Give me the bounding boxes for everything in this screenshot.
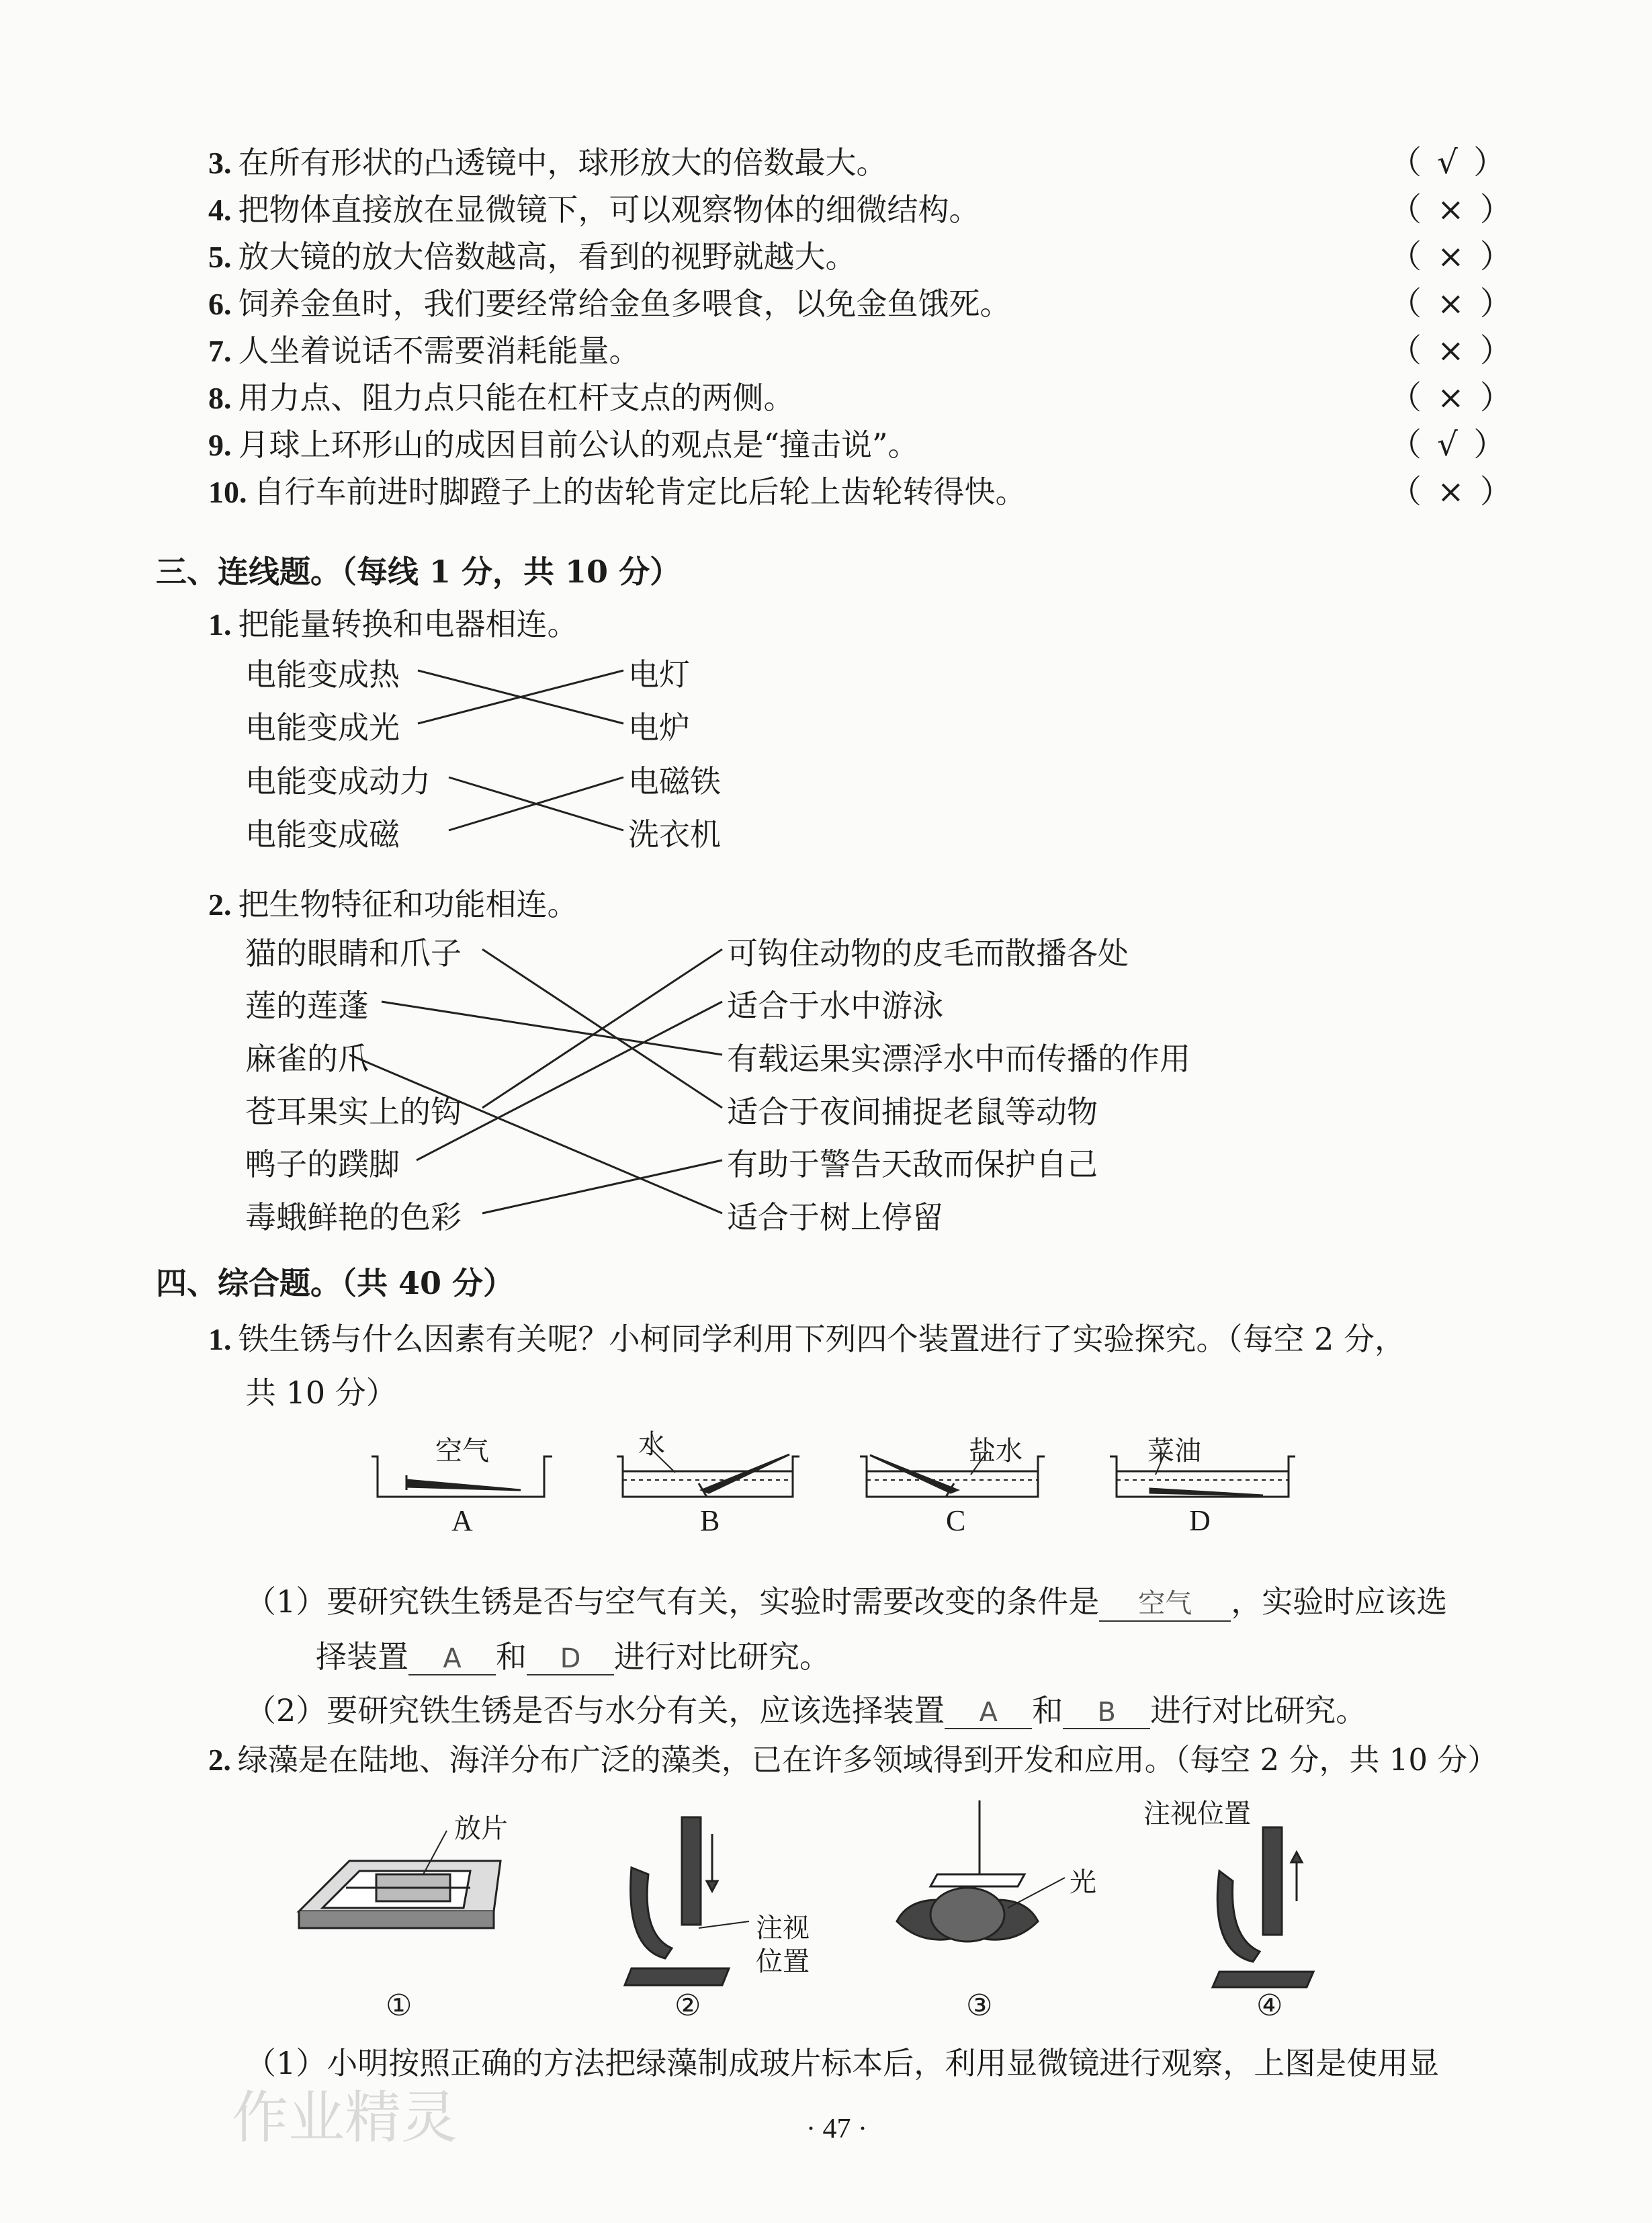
match-left-item: 电能变成磁 <box>245 816 400 853</box>
page-number: · 47 · <box>806 2113 867 2144</box>
match-line <box>417 1002 722 1160</box>
slide-illustration <box>299 1831 501 1928</box>
question-title: 2. 绿藻是在陆地、海洋分布广泛的藻类，已在许多领域得到开发和应用。（每空 2 分，共 10 分） <box>208 1742 1498 1778</box>
tf-item: 9. 月球上环形山的成因目前公认的观点是“撞击说”。 <box>208 427 919 463</box>
container-c <box>860 1451 1045 1497</box>
match-right-item: 电炉 <box>628 709 690 746</box>
tf-answer: （ × ） <box>1389 473 1515 511</box>
match-left-item: 麻雀的爪 <box>245 1041 369 1077</box>
tf-item: 4. 把物体直接放在显微镜下，可以观察物体的细微结构。 <box>208 191 980 228</box>
fig-label-c: C <box>946 1504 966 1537</box>
tf-answer: （ × ） <box>1389 238 1515 275</box>
match-right-item: 适合于水中游泳 <box>727 988 943 1024</box>
question-title: 2. 把生物特征和功能相连。 <box>208 886 578 922</box>
tf-answer: （ × ） <box>1389 191 1515 228</box>
fig-text-weizhi: 位置 <box>756 1946 810 1977</box>
fig-text-fangpian: 放片 <box>454 1813 508 1844</box>
tf-item: 10. 自行车前进时脚蹬子上的齿轮肯定比后轮上齿轮转得快。 <box>208 474 1027 510</box>
tf-answer: （ × ） <box>1389 332 1515 369</box>
tf-item: 5. 放大镜的放大倍数越高，看到的视野就越大。 <box>208 238 857 275</box>
question-title: 1. 把能量转换和电器相连。 <box>208 606 578 642</box>
match-line <box>349 1055 722 1213</box>
match-left-item: 苍耳果实上的钩 <box>245 1094 462 1130</box>
fig-label-b: B <box>700 1504 720 1537</box>
match-left-item: 莲的莲蓬 <box>245 988 369 1024</box>
match-left-item: 毒蛾鲜艳的色彩 <box>245 1199 462 1235</box>
fig-text-water: 水 <box>638 1429 665 1460</box>
match-left-item: 猫的眼睛和爪子 <box>245 935 462 971</box>
tf-item: 3. 在所有形状的凸透镜中，球形放大的倍数最大。 <box>208 144 887 181</box>
tf-answer: （ × ） <box>1389 379 1515 417</box>
match-left-item: 鸭子的蹼脚 <box>245 1146 400 1182</box>
container-a <box>372 1456 552 1497</box>
answer-blank: 空气 <box>1099 1582 1231 1622</box>
section-3-title: 三、连线题。（每线 1 分，共 10 分） <box>156 554 681 590</box>
match-line <box>482 1160 722 1213</box>
answer-blank: A <box>408 1643 496 1675</box>
match-right-item: 电磁铁 <box>628 763 721 799</box>
match-right-item: 有载运果实漂浮水中而传播的作用 <box>727 1041 1190 1077</box>
match-right-item: 适合于树上停留 <box>727 1199 943 1235</box>
fig-text-air: 空气 <box>435 1436 489 1467</box>
tf-answer: （ √ ） <box>1389 144 1509 181</box>
microscope-3 <box>897 1800 1065 1942</box>
match-left-item: 电能变成热 <box>245 656 400 693</box>
sub-question-1: （1）小明按照正确的方法把绿藻制成玻片标本后，利用显微镜进行观察，上图是使用显 <box>245 2045 1440 2081</box>
fig-label-1: ① <box>386 1989 412 2022</box>
question-title-cont: 共 10 分） <box>245 1375 397 1411</box>
fig-label-a: A <box>451 1504 473 1537</box>
fig-text-saltwater: 盐水 <box>969 1436 1023 1467</box>
fig-label-3: ③ <box>966 1989 993 2022</box>
fig-text-oil: 菜油 <box>1147 1436 1201 1467</box>
fig-label-2: ② <box>675 1989 701 2022</box>
match-left-item: 电能变成动力 <box>245 763 431 799</box>
match-right-item: 洗衣机 <box>628 816 721 853</box>
container-b <box>617 1443 799 1497</box>
fig-label-4: ④ <box>1256 1989 1283 2022</box>
answer-blank: D <box>527 1643 614 1675</box>
fig-text-guang: 光 <box>1070 1867 1096 1898</box>
match-right-item: 可钩住动物的皮毛而散播各处 <box>727 935 1129 971</box>
match-left-item: 电能变成光 <box>245 709 400 746</box>
tf-item: 6. 饲养金鱼时，我们要经常给金鱼多喂食，以免金鱼饿死。 <box>208 286 1011 322</box>
microscope-4 <box>1213 1827 1313 1987</box>
question-title: 1. 铁生锈与什么因素有关呢？小柯同学利用下列四个装置进行了实验探究。（每空 2 分， <box>208 1321 1406 1357</box>
tf-item: 8. 用力点、阻力点只能在杠杆支点的两侧。 <box>208 380 795 416</box>
section-4-title: 四、综合题。（共 40 分） <box>156 1265 515 1301</box>
answer-blank: A <box>945 1697 1032 1729</box>
match-right-item: 适合于夜间捕捉老鼠等动物 <box>727 1094 1098 1130</box>
tf-answer: （ × ） <box>1389 285 1515 322</box>
sub-question-1: （1）要研究铁生锈是否与空气有关，实验时需要改变的条件是 空气 ，实验时应该选 <box>245 1577 1447 1622</box>
watermark-logo: 作业精灵 <box>232 2085 458 2150</box>
tf-answer: （ √ ） <box>1389 426 1509 464</box>
fig-label-d: D <box>1189 1504 1211 1537</box>
sub-question-1-cont: 择装置 A 和 D 进行对比研究。 <box>316 1639 830 1675</box>
match-right-item: 电灯 <box>628 656 690 693</box>
fig-text-zhushiweizhi: 注视位置 <box>1143 1798 1251 1829</box>
tf-item: 7. 人坐着说话不需要消耗能量。 <box>208 333 640 369</box>
microscope-2 <box>625 1817 749 1985</box>
sub-question-2: （2）要研究铁生锈是否与水分有关，应该选择装置 A 和 B 进行对比研究。 <box>245 1692 1367 1729</box>
fig-text-zhushi: 注视 <box>756 1913 810 1944</box>
container-d <box>1110 1451 1295 1497</box>
answer-blank: B <box>1063 1697 1150 1729</box>
match-right-item: 有助于警告天敌而保护自己 <box>727 1146 1098 1182</box>
